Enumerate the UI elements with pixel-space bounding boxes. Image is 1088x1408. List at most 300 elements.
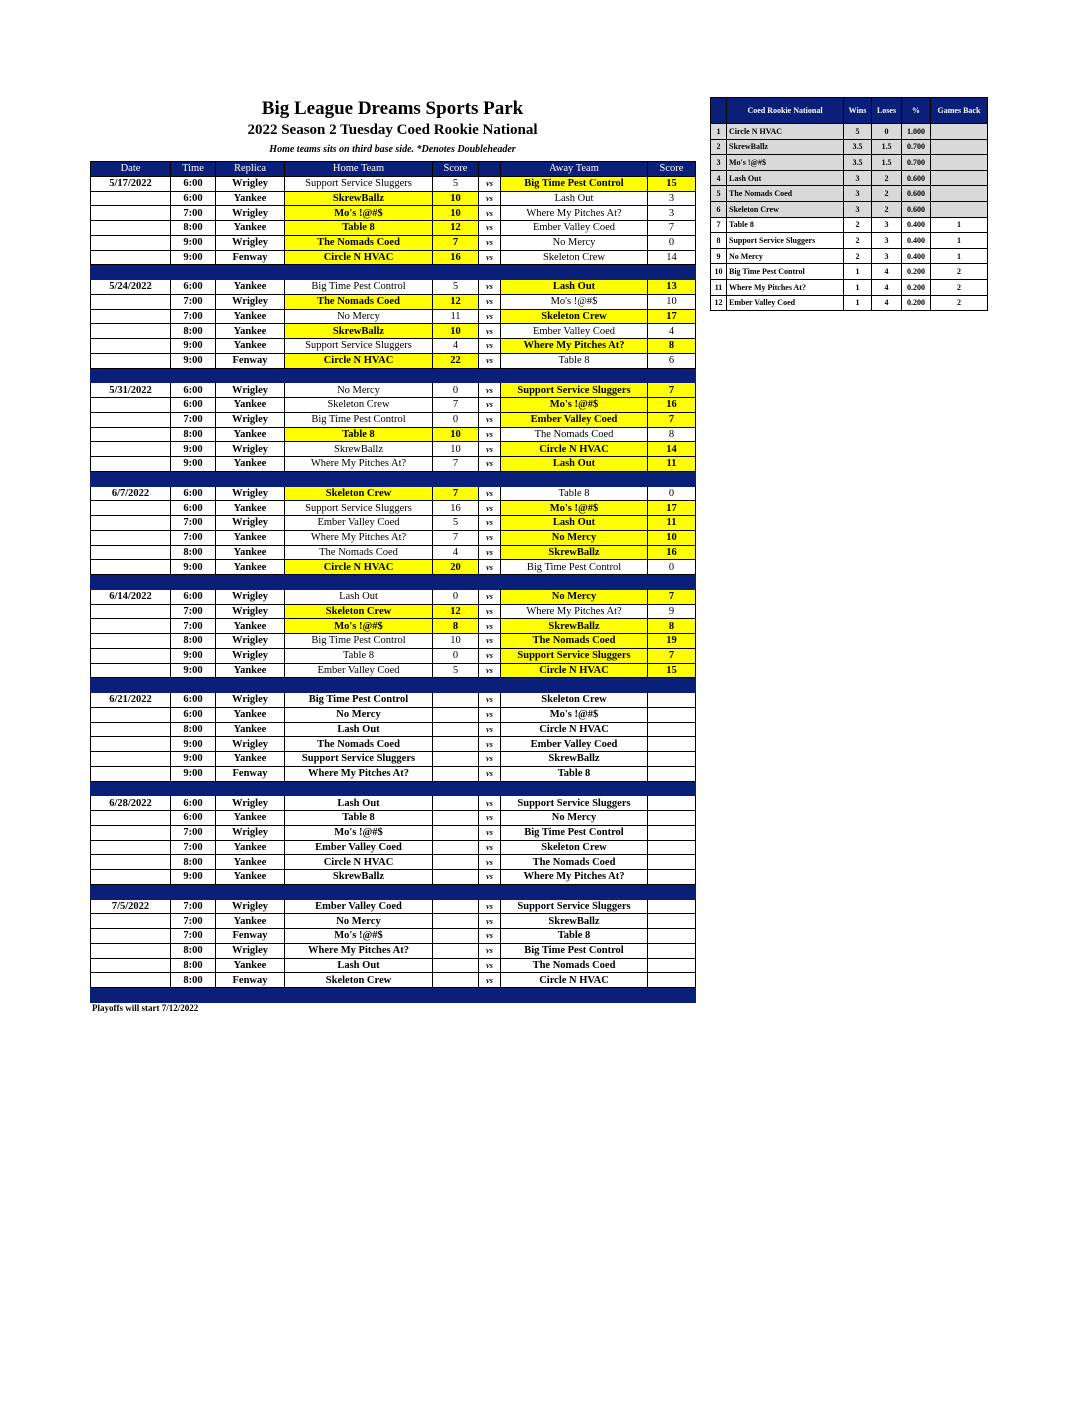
standings-games-back [931, 124, 988, 140]
separator-cell [216, 884, 285, 899]
standings-rank: 1 [711, 124, 727, 140]
standings-pct: 1.000 [902, 124, 931, 140]
schedule-row [91, 707, 696, 722]
separator-cell [501, 988, 648, 1003]
game-field: Fenway [216, 973, 285, 988]
vs-label: vs [479, 442, 501, 457]
home-team: The Nomads Coed [285, 235, 433, 250]
col-date: Date [91, 162, 171, 177]
away-score [648, 914, 696, 929]
col-time: Time [171, 162, 216, 177]
separator-cell [285, 678, 433, 693]
standings-rank: 11 [711, 279, 727, 295]
home-score [433, 796, 479, 811]
schedule-row [91, 294, 696, 309]
away-score: 0 [648, 560, 696, 575]
standings-col-games-back: Games Back [931, 98, 988, 124]
separator-cell [91, 988, 171, 1003]
vs-label: vs [479, 516, 501, 531]
home-score: 0 [433, 648, 479, 663]
separator-cell [479, 781, 501, 796]
schedule-row [91, 516, 696, 531]
game-field: Yankee [216, 221, 285, 236]
vs-label: vs [479, 235, 501, 250]
standings-col-wins: Wins [844, 98, 872, 124]
schedule-row [91, 914, 696, 929]
standings-rank: 10 [711, 264, 727, 280]
game-field: Wrigley [216, 176, 285, 191]
home-team: Big Time Pest Control [285, 280, 433, 295]
away-score: 19 [648, 634, 696, 649]
game-date [91, 309, 171, 324]
away-score: 3 [648, 206, 696, 221]
away-score: 15 [648, 176, 696, 191]
separator-cell [479, 368, 501, 383]
game-field: Wrigley [216, 796, 285, 811]
away-team: Lash Out [501, 280, 648, 295]
game-time: 8:00 [171, 545, 216, 560]
home-score: 12 [433, 294, 479, 309]
away-score: 7 [648, 221, 696, 236]
game-date [91, 324, 171, 339]
home-team: Big Time Pest Control [285, 693, 433, 708]
home-team: Circle N HVAC [285, 560, 433, 575]
game-date [91, 457, 171, 472]
schedule-row [91, 648, 696, 663]
home-score [433, 855, 479, 870]
vs-label: vs [479, 899, 501, 914]
schedule-row [91, 737, 696, 752]
schedule-row [91, 235, 696, 250]
away-team: Skeleton Crew [501, 693, 648, 708]
game-date [91, 339, 171, 354]
away-score: 7 [648, 648, 696, 663]
game-time: 6:00 [171, 501, 216, 516]
standings-loses: 2 [872, 186, 902, 202]
game-time: 8:00 [171, 958, 216, 973]
standings-games-back [931, 170, 988, 186]
schedule-row [91, 383, 696, 398]
game-time: 8:00 [171, 427, 216, 442]
week-separator [91, 265, 696, 280]
home-score [433, 693, 479, 708]
schedule-table [90, 161, 696, 1003]
schedule-row [91, 634, 696, 649]
home-team: Where My Pitches At? [285, 457, 433, 472]
schedule-row [91, 973, 696, 988]
away-score [648, 825, 696, 840]
away-score [648, 870, 696, 885]
schedule-row [91, 722, 696, 737]
away-team: Mo's !@#$ [501, 398, 648, 413]
game-field: Wrigley [216, 604, 285, 619]
game-time: 6:00 [171, 589, 216, 604]
standings-loses: 4 [872, 264, 902, 280]
separator-cell [91, 884, 171, 899]
game-field: Yankee [216, 309, 285, 324]
home-score [433, 899, 479, 914]
home-team: Table 8 [285, 648, 433, 663]
standings-games-back: 2 [931, 264, 988, 280]
standings-pct: 0.200 [902, 279, 931, 295]
vs-label: vs [479, 663, 501, 678]
separator-cell [501, 265, 648, 280]
away-score [648, 958, 696, 973]
away-score: 16 [648, 398, 696, 413]
away-score: 3 [648, 191, 696, 206]
vs-label: vs [479, 796, 501, 811]
game-field: Wrigley [216, 294, 285, 309]
away-score [648, 899, 696, 914]
away-team: Lash Out [501, 191, 648, 206]
home-team: Support Service Sluggers [285, 501, 433, 516]
standings-row [711, 201, 988, 217]
home-score: 0 [433, 383, 479, 398]
game-field: Wrigley [216, 634, 285, 649]
week-separator [91, 575, 696, 590]
standings-rank: 5 [711, 186, 727, 202]
game-time: 6:00 [171, 811, 216, 826]
game-date: 5/17/2022 [91, 176, 171, 191]
standings-loses: 3 [872, 248, 902, 264]
home-team: The Nomads Coed [285, 545, 433, 560]
game-date: 6/14/2022 [91, 589, 171, 604]
schedule-row [91, 457, 696, 472]
home-score: 7 [433, 235, 479, 250]
game-date [91, 943, 171, 958]
separator-cell [648, 471, 696, 486]
game-field: Yankee [216, 722, 285, 737]
away-score [648, 707, 696, 722]
away-score: 10 [648, 294, 696, 309]
standings-row [711, 217, 988, 233]
separator-cell [216, 781, 285, 796]
week-separator [91, 884, 696, 899]
game-date [91, 648, 171, 663]
vs-label: vs [479, 589, 501, 604]
game-time: 9:00 [171, 235, 216, 250]
standings-col-loses: Loses [872, 98, 902, 124]
standings-wins: 5 [844, 124, 872, 140]
standings-row [711, 186, 988, 202]
game-time: 7:00 [171, 516, 216, 531]
game-field: Yankee [216, 663, 285, 678]
away-score: 0 [648, 235, 696, 250]
home-team: Support Service Sluggers [285, 752, 433, 767]
game-field: Yankee [216, 501, 285, 516]
schedule-row [91, 766, 696, 781]
game-field: Yankee [216, 398, 285, 413]
standings-pct: 0.700 [902, 139, 931, 155]
separator-cell [501, 471, 648, 486]
game-time: 7:00 [171, 619, 216, 634]
away-team: Mo's !@#$ [501, 501, 648, 516]
home-team: SkrewBallz [285, 324, 433, 339]
away-team: Mo's !@#$ [501, 294, 648, 309]
game-date [91, 191, 171, 206]
standings-loses: 3 [872, 217, 902, 233]
schedule-row [91, 545, 696, 560]
away-team: Support Service Sluggers [501, 899, 648, 914]
separator-cell [433, 575, 479, 590]
away-team: Table 8 [501, 929, 648, 944]
game-time: 9:00 [171, 250, 216, 265]
schedule-row [91, 943, 696, 958]
away-team: No Mercy [501, 530, 648, 545]
schedule-row [91, 560, 696, 575]
home-team: Skeleton Crew [285, 486, 433, 501]
game-field: Wrigley [216, 235, 285, 250]
standings-row [711, 139, 988, 155]
game-date [91, 294, 171, 309]
standings-wins: 2 [844, 217, 872, 233]
home-score: 12 [433, 604, 479, 619]
home-score: 5 [433, 176, 479, 191]
standings-rank: 8 [711, 233, 727, 249]
separator-cell [433, 678, 479, 693]
away-team: Big Time Pest Control [501, 825, 648, 840]
game-field: Yankee [216, 191, 285, 206]
home-team: SkrewBallz [285, 870, 433, 885]
away-score: 14 [648, 442, 696, 457]
home-team: Support Service Sluggers [285, 339, 433, 354]
away-team: Circle N HVAC [501, 722, 648, 737]
game-time: 9:00 [171, 353, 216, 368]
game-field: Wrigley [216, 412, 285, 427]
separator-cell [216, 368, 285, 383]
game-time: 7:00 [171, 412, 216, 427]
schedule-row [91, 604, 696, 619]
away-score: 8 [648, 427, 696, 442]
game-time: 7:00 [171, 899, 216, 914]
game-time: 7:00 [171, 840, 216, 855]
game-date [91, 530, 171, 545]
home-team: Circle N HVAC [285, 250, 433, 265]
separator-cell [433, 368, 479, 383]
home-team: Ember Valley Coed [285, 516, 433, 531]
away-score: 4 [648, 324, 696, 339]
away-team: Where My Pitches At? [501, 206, 648, 221]
home-score: 10 [433, 324, 479, 339]
game-date [91, 870, 171, 885]
separator-cell [479, 265, 501, 280]
vs-label: vs [479, 353, 501, 368]
vs-label: vs [479, 707, 501, 722]
home-score: 7 [433, 530, 479, 545]
game-field: Yankee [216, 427, 285, 442]
schedule-row [91, 353, 696, 368]
game-field: Yankee [216, 619, 285, 634]
standings-games-back: 1 [931, 233, 988, 249]
standings-wins: 2 [844, 248, 872, 264]
home-score: 16 [433, 501, 479, 516]
away-score: 0 [648, 486, 696, 501]
game-date [91, 737, 171, 752]
vs-label: vs [479, 501, 501, 516]
home-team: The Nomads Coed [285, 294, 433, 309]
separator-cell [648, 884, 696, 899]
away-score [648, 722, 696, 737]
playoffs-note: Playoffs will start 7/12/2022 [92, 1003, 199, 1013]
game-field: Yankee [216, 707, 285, 722]
away-score: 9 [648, 604, 696, 619]
game-time: 9:00 [171, 560, 216, 575]
standings-row [711, 170, 988, 186]
vs-label: vs [479, 560, 501, 575]
standings-row [711, 124, 988, 140]
home-score: 10 [433, 427, 479, 442]
standings-table [710, 97, 988, 311]
home-team: Lash Out [285, 722, 433, 737]
standings-loses: 4 [872, 295, 902, 311]
away-score: 8 [648, 619, 696, 634]
schedule-row [91, 250, 696, 265]
vs-label: vs [479, 752, 501, 767]
game-date [91, 663, 171, 678]
game-date [91, 442, 171, 457]
standings-wins: 3.5 [844, 155, 872, 171]
home-team: Where My Pitches At? [285, 530, 433, 545]
separator-cell [433, 471, 479, 486]
game-field: Yankee [216, 530, 285, 545]
home-score: 7 [433, 457, 479, 472]
away-score: 13 [648, 280, 696, 295]
vs-label: vs [479, 309, 501, 324]
game-field: Fenway [216, 353, 285, 368]
schedule-row [91, 663, 696, 678]
home-team: Mo's !@#$ [285, 206, 433, 221]
schedule-row [91, 693, 696, 708]
game-date [91, 560, 171, 575]
separator-cell [433, 884, 479, 899]
schedule-row [91, 486, 696, 501]
separator-cell [216, 988, 285, 1003]
away-team: Skeleton Crew [501, 309, 648, 324]
home-score [433, 840, 479, 855]
away-score [648, 752, 696, 767]
separator-cell [479, 575, 501, 590]
game-time: 7:00 [171, 294, 216, 309]
game-field: Wrigley [216, 899, 285, 914]
home-score: 0 [433, 589, 479, 604]
standings-pct: 0.600 [902, 186, 931, 202]
standings-loses: 1.5 [872, 155, 902, 171]
away-team: Ember Valley Coed [501, 221, 648, 236]
away-score: 15 [648, 663, 696, 678]
separator-cell [648, 575, 696, 590]
game-field: Wrigley [216, 737, 285, 752]
away-score: 7 [648, 383, 696, 398]
away-score: 11 [648, 457, 696, 472]
home-team: Table 8 [285, 221, 433, 236]
game-date [91, 398, 171, 413]
game-date [91, 634, 171, 649]
col-away-score: Score [648, 162, 696, 177]
schedule-row [91, 855, 696, 870]
game-field: Wrigley [216, 648, 285, 663]
standings-rank: 2 [711, 139, 727, 155]
home-team: Lash Out [285, 958, 433, 973]
separator-cell [285, 265, 433, 280]
home-score: 12 [433, 221, 479, 236]
game-date [91, 973, 171, 988]
game-field: Yankee [216, 914, 285, 929]
home-score: 4 [433, 545, 479, 560]
home-score: 22 [433, 353, 479, 368]
game-field: Yankee [216, 855, 285, 870]
game-date [91, 412, 171, 427]
separator-cell [171, 781, 216, 796]
page-subtitle: 2022 Season 2 Tuesday Coed Rookie National [247, 122, 538, 138]
standings-header-row [711, 98, 988, 124]
away-team: Mo's !@#$ [501, 707, 648, 722]
game-time: 7:00 [171, 929, 216, 944]
standings-wins: 1 [844, 295, 872, 311]
game-field: Yankee [216, 560, 285, 575]
away-team: Big Time Pest Control [501, 176, 648, 191]
vs-label: vs [479, 191, 501, 206]
home-score [433, 722, 479, 737]
home-score: 20 [433, 560, 479, 575]
home-team: Circle N HVAC [285, 353, 433, 368]
separator-cell [171, 368, 216, 383]
home-score: 10 [433, 191, 479, 206]
game-date: 7/5/2022 [91, 899, 171, 914]
vs-label: vs [479, 176, 501, 191]
separator-cell [479, 988, 501, 1003]
separator-cell [216, 575, 285, 590]
separator-cell [433, 781, 479, 796]
game-field: Yankee [216, 752, 285, 767]
standings-games-back [931, 155, 988, 171]
schedule-row [91, 811, 696, 826]
page-title: Big League Dreams Sports Park [261, 98, 524, 119]
schedule-row [91, 899, 696, 914]
schedule-row [91, 929, 696, 944]
separator-cell [91, 471, 171, 486]
home-team: Skeleton Crew [285, 604, 433, 619]
home-team: No Mercy [285, 383, 433, 398]
game-field: Wrigley [216, 486, 285, 501]
separator-cell [479, 471, 501, 486]
standings-team: No Mercy [727, 248, 844, 264]
vs-label: vs [479, 486, 501, 501]
separator-cell [479, 678, 501, 693]
home-team: Circle N HVAC [285, 855, 433, 870]
standings-pct: 0.200 [902, 295, 931, 311]
game-date [91, 811, 171, 826]
game-time: 9:00 [171, 737, 216, 752]
separator-cell [91, 678, 171, 693]
standings-pct: 0.600 [902, 170, 931, 186]
away-score [648, 811, 696, 826]
game-date [91, 766, 171, 781]
vs-label: vs [479, 840, 501, 855]
standings-team: Circle N HVAC [727, 124, 844, 140]
vs-label: vs [479, 855, 501, 870]
away-team: SkrewBallz [501, 545, 648, 560]
home-score: 5 [433, 516, 479, 531]
game-field: Wrigley [216, 516, 285, 531]
game-time: 9:00 [171, 648, 216, 663]
away-score [648, 929, 696, 944]
schedule-row [91, 501, 696, 516]
schedule-row [91, 840, 696, 855]
schedule-row [91, 412, 696, 427]
game-date [91, 914, 171, 929]
schedule-row [91, 752, 696, 767]
separator-cell [501, 781, 648, 796]
